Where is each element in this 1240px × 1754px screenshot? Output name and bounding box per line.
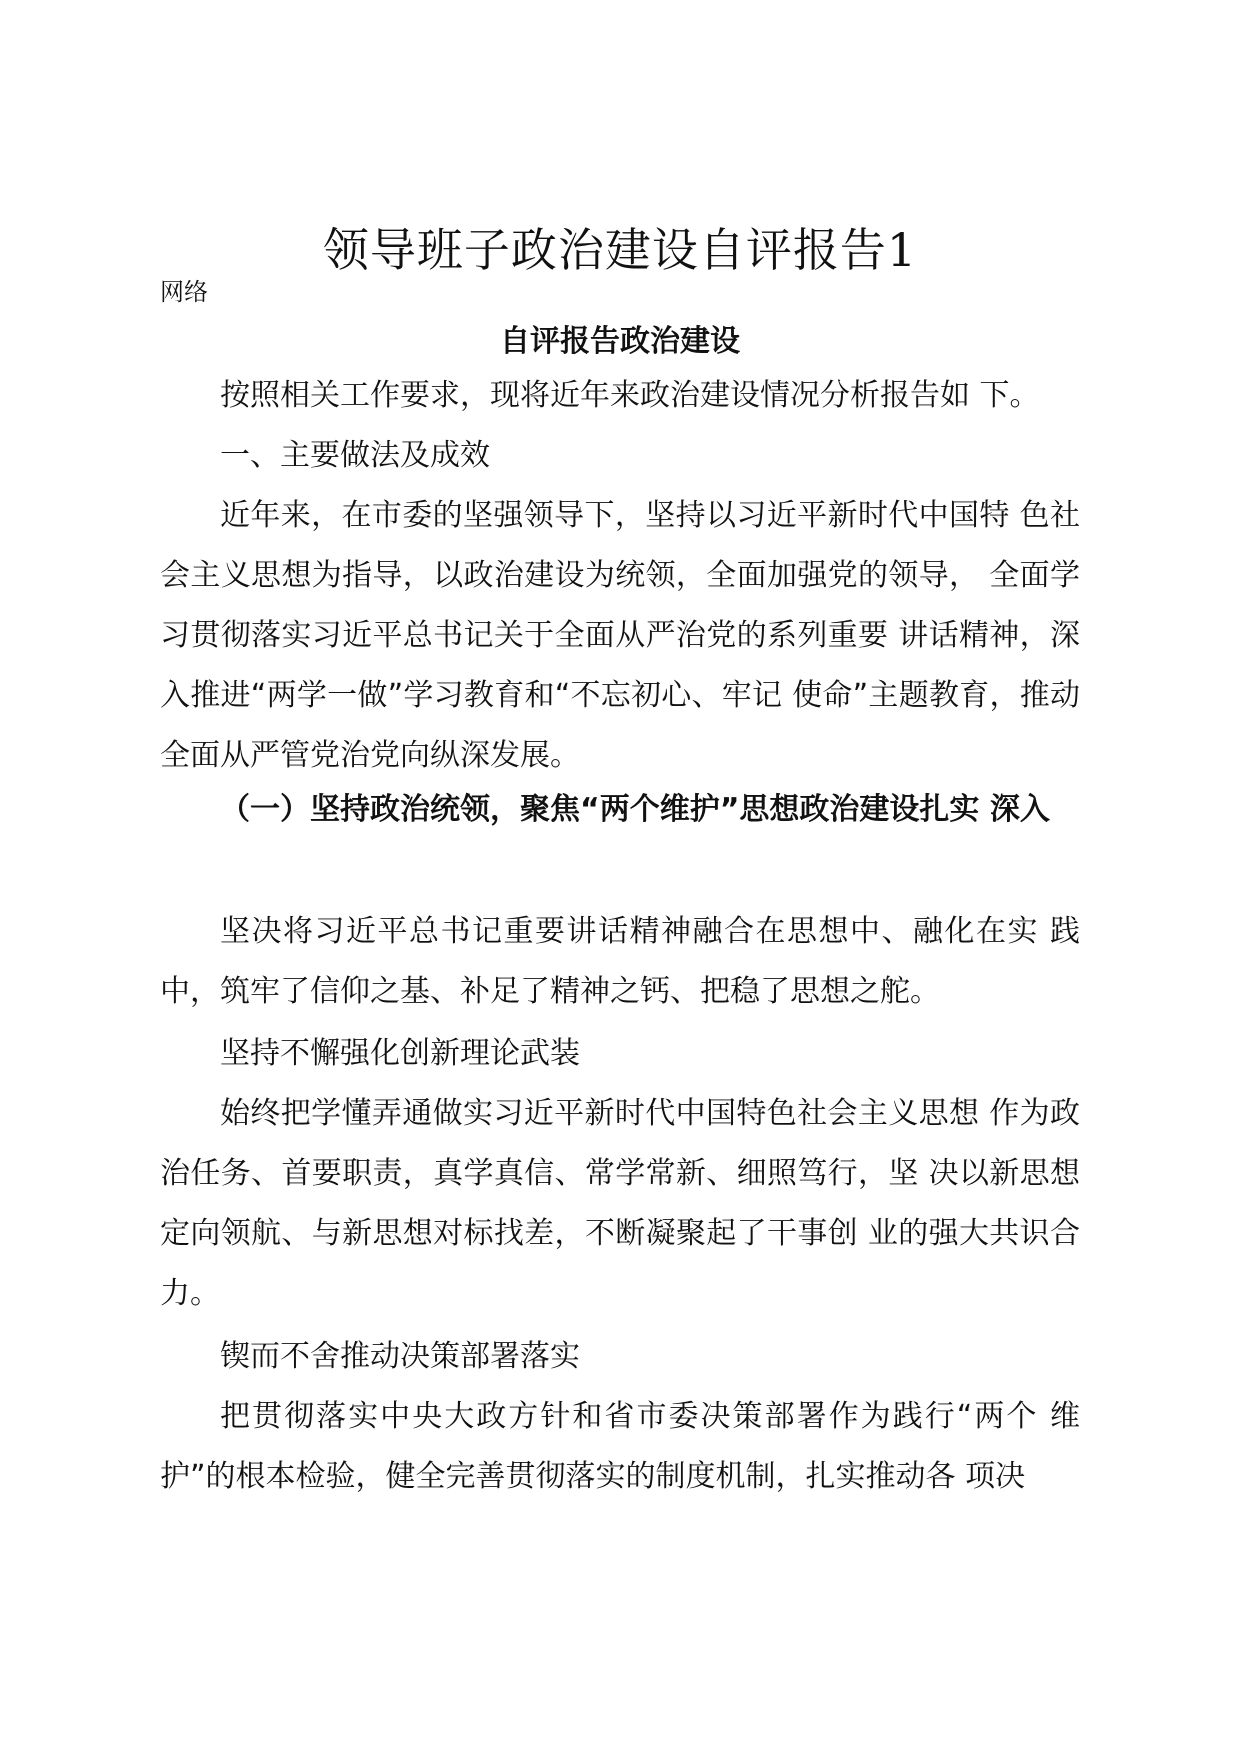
point-heading-theory-arming: 坚持不懈强化创新理论武装 — [220, 1036, 580, 1071]
document-subtitle: 自评报告政治建设 — [500, 324, 740, 359]
body-paragraph-implementation: 把贯彻落实中央大政方针和省市委决策部署作为践行“两个 维护”的根本检验，健全完善贯彻落实的制度机制，扎实推动各 项决 — [160, 1399, 1080, 1494]
intro-paragraph: 按照相关工作要求，现将近年来政治建设情况分析报告如 下。 — [220, 378, 1040, 413]
document-title: 领导班子政治建设自评报告1 — [322, 223, 918, 277]
body-paragraph-thought-integration: 坚决将习近平总书记重要讲话精神融合在思想中、融化在实 践中，筑牢了信仰之基、补足了精神之钙、把稳了思想之舵。 — [160, 914, 1080, 1009]
point-heading-decision-implementation: 锲而不舍推动决策部署落实 — [220, 1339, 580, 1374]
source-label: 网络 — [160, 278, 208, 306]
subsection-heading-political-leadership: （一）坚持政治统领，聚焦“两个维护”思想政治建设扎实 深入 — [220, 792, 1050, 827]
section-heading-main-practices: 一、主要做法及成效 — [220, 438, 490, 473]
body-paragraph-overview: 近年来，在市委的坚强领导下，坚持以习近平新时代中国特 色社会主义思想为指导，以政治建设为统领，全面加强党的领导， 全面学习贯彻落实习近平总书记关于全面从严治党的系列重要 讲话精神，深入推进“两学一做”学习教育和“不忘初心、牢记 使命”主题教育，推动全面从严管党治党向纵深发展。 — [160, 498, 1080, 773]
body-paragraph-theory-study: 始终把学懂弄通做实习近平新时代中国特色社会主义思想 作为政治任务、首要职责，真学真信、常学常新、细照笃行，坚 决以新思想定向领航、与新思想对标找差，不断凝聚起了干事创 业的强大共识合力。 — [160, 1096, 1080, 1311]
